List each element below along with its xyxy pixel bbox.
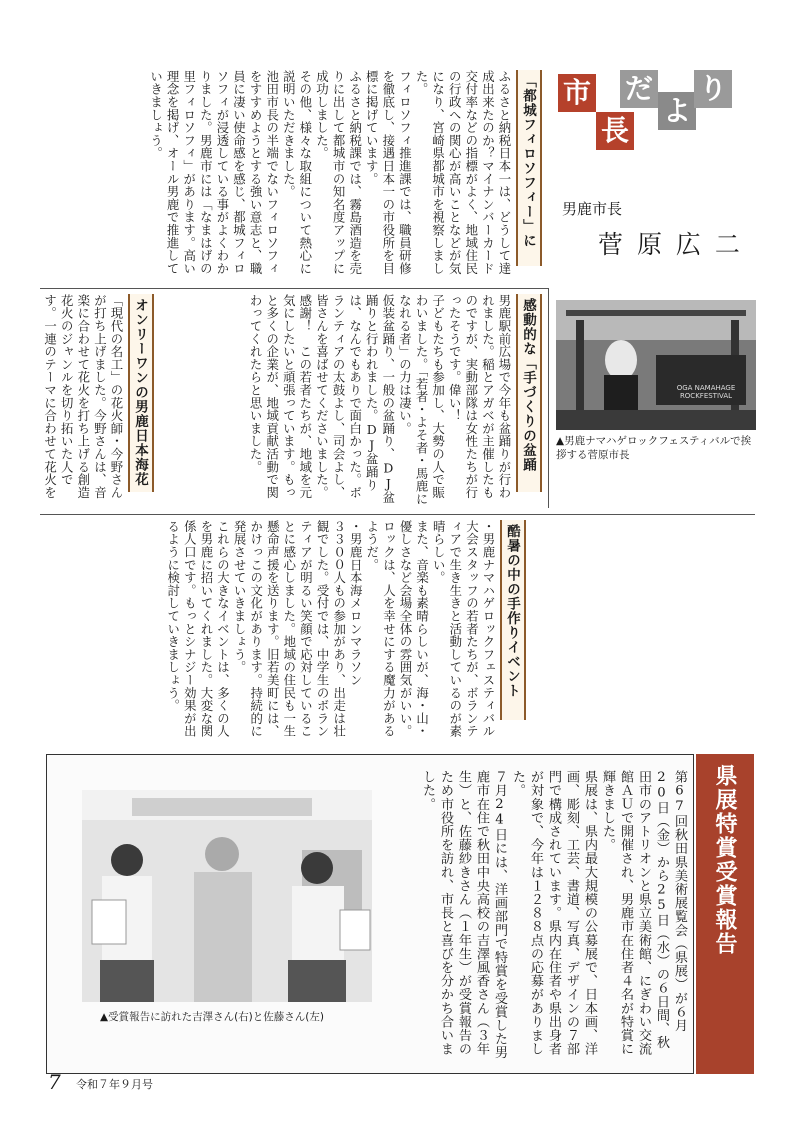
- events-heading: 酷暑の中の手作りイベント: [500, 520, 526, 720]
- philosophy-text: ふるさと納税日本一は、どうして達成出来たのか？マイナンバーカード交付率などの指標がよく、地域住民の行政への関心が高いことなどが気になり、宮崎県都城市を視察しました。 フィロソフィ推進課では、職員研修を徹底し、接遇日本一の市役所を目標に掲げています。 ふるさと納税課では、霧島酒造を売りに出して都城市の知名度アップに成功しました。 その他、様々な取組について熱心に説明いただきました。 池田市長の半端でないフィロソフィをすすめようとする強い意志と、職員に凄い使命感を感じ、都城フィロソフィが浸透している事がよくわかりました。男鹿市には「なまはげの里フィロソフィ」があります。高い理念を掲げ、オール男鹿で推進していきましょう。: [148, 70, 512, 275]
- page-number: 7: [48, 1070, 61, 1094]
- award-text: 第67回秋田県美術展覧会（県展）が６月20日（金）から25日（水）の６日間、秋田市のアトリオンと県立美術館、にぎわい交流館ＡＵで開催され、男鹿市在住者４名が特賞に輝きました。 県展は、県内最大規模の公募展で、日本画、洋画、彫刻、工芸、書道、写真、デザインの７部門で構成されています。県内在住者や県出身者が対象で、今年は１２８８点の応募がありました。 ７月24日には、洋画部門で特賞を受賞した男鹿市在住で秋田中央高校の吉澤風香さん（３年生）と、佐藤紗きさん（１年生）が受賞報告のため市役所を訪れ、市長と喜びを分かち合いました。: [420, 770, 687, 1060]
- events-text: ・男鹿ナマハゲロックフェスティバル 大会スタッフの若者たちが、ボランティアで生き生きと活動しているのが素晴らしい。 また、音楽も素晴らしいが、海・山・優しさなど会場全体の雰囲気がいい。ロックは、人を幸せにする魔力があるようだ。 ・男鹿日本海メロンマラソン ３３００人もの参加があり、出走は壮観でした。受付では、中学生のボランティアが明るい笑顔で応対していることに感心しました。地域の住民も一生懸命声援を送ります。旧若美町には、かけっこの文化があります。持続的に発展させていきましょう。 これらの大きなイベントは、多くの人を男鹿に招いてくれました。大変な関係人口です。もっとシナジー効果が出るように検討していきましょう。: [165, 520, 496, 738]
- title-char-2: 長: [596, 112, 634, 150]
- fireworks-heading: オンリーワンの男鹿日本海花: [128, 294, 154, 492]
- award-photo-caption: ▲受賞報告に訪れた吉澤さん(右)と佐藤さん(左): [100, 1011, 324, 1023]
- mayor-name: 菅 原 広 二: [598, 230, 743, 259]
- stage-banner-text: OGA NAMAHAGE ROCKFESTIVAL: [676, 384, 736, 400]
- title-char-4: よ: [658, 92, 696, 130]
- festival-photo-caption: ▲男鹿ナマハゲロックフェスティバルで挨拶する菅原市長: [556, 435, 752, 461]
- fireworks-text-b: [548, 520, 756, 746]
- issue-label: 令和７年９月号: [76, 1078, 153, 1091]
- festival-photo: [556, 300, 756, 430]
- bon-text: 男鹿駅前広場で今年も盆踊りが行われました。稲とアガベが主催したものですが、実動部隊は女性たちが行ったそうです。偉い！ 子どもたちも参加し、大勢の人で賑わいました。「若者・よそ者・馬鹿になれる者」の力は凄い。 仮装盆踊り、一般の盆踊り、DJ盆踊りと行われました。DJ盆踊りは、なんでもありで面白かった。ボランティアの太鼓よし、司会よし、皆さんを喜ばせてくださいました。感謝！ この若者たちが、地域を元気にしたいと頑張っています。もっと多くの企業が、地域貢献活動で関わってくれたらと思いました。: [248, 294, 512, 506]
- award-photo: [82, 790, 372, 1002]
- title-char-5: り: [694, 70, 732, 108]
- fireworks-text-a: 「現代の名工」の花火師・今野さんが打ち上げました。今野さんは、音楽に合わせて花火を打ち上げる創造花火のジャンルを切り拓いた人です。一連のテーマに合わせて花火を: [42, 294, 124, 499]
- mayor-role: 男鹿市長: [562, 200, 623, 218]
- bon-heading: 感動的な「手づくりの盆踊: [516, 294, 542, 492]
- philosophy-heading: 「都城フィロソフィー」に: [516, 70, 542, 266]
- title-char-1: 市: [558, 74, 596, 112]
- title-char-3: だ: [620, 70, 658, 108]
- award-heading: 県展特賞受賞報告: [696, 754, 754, 1074]
